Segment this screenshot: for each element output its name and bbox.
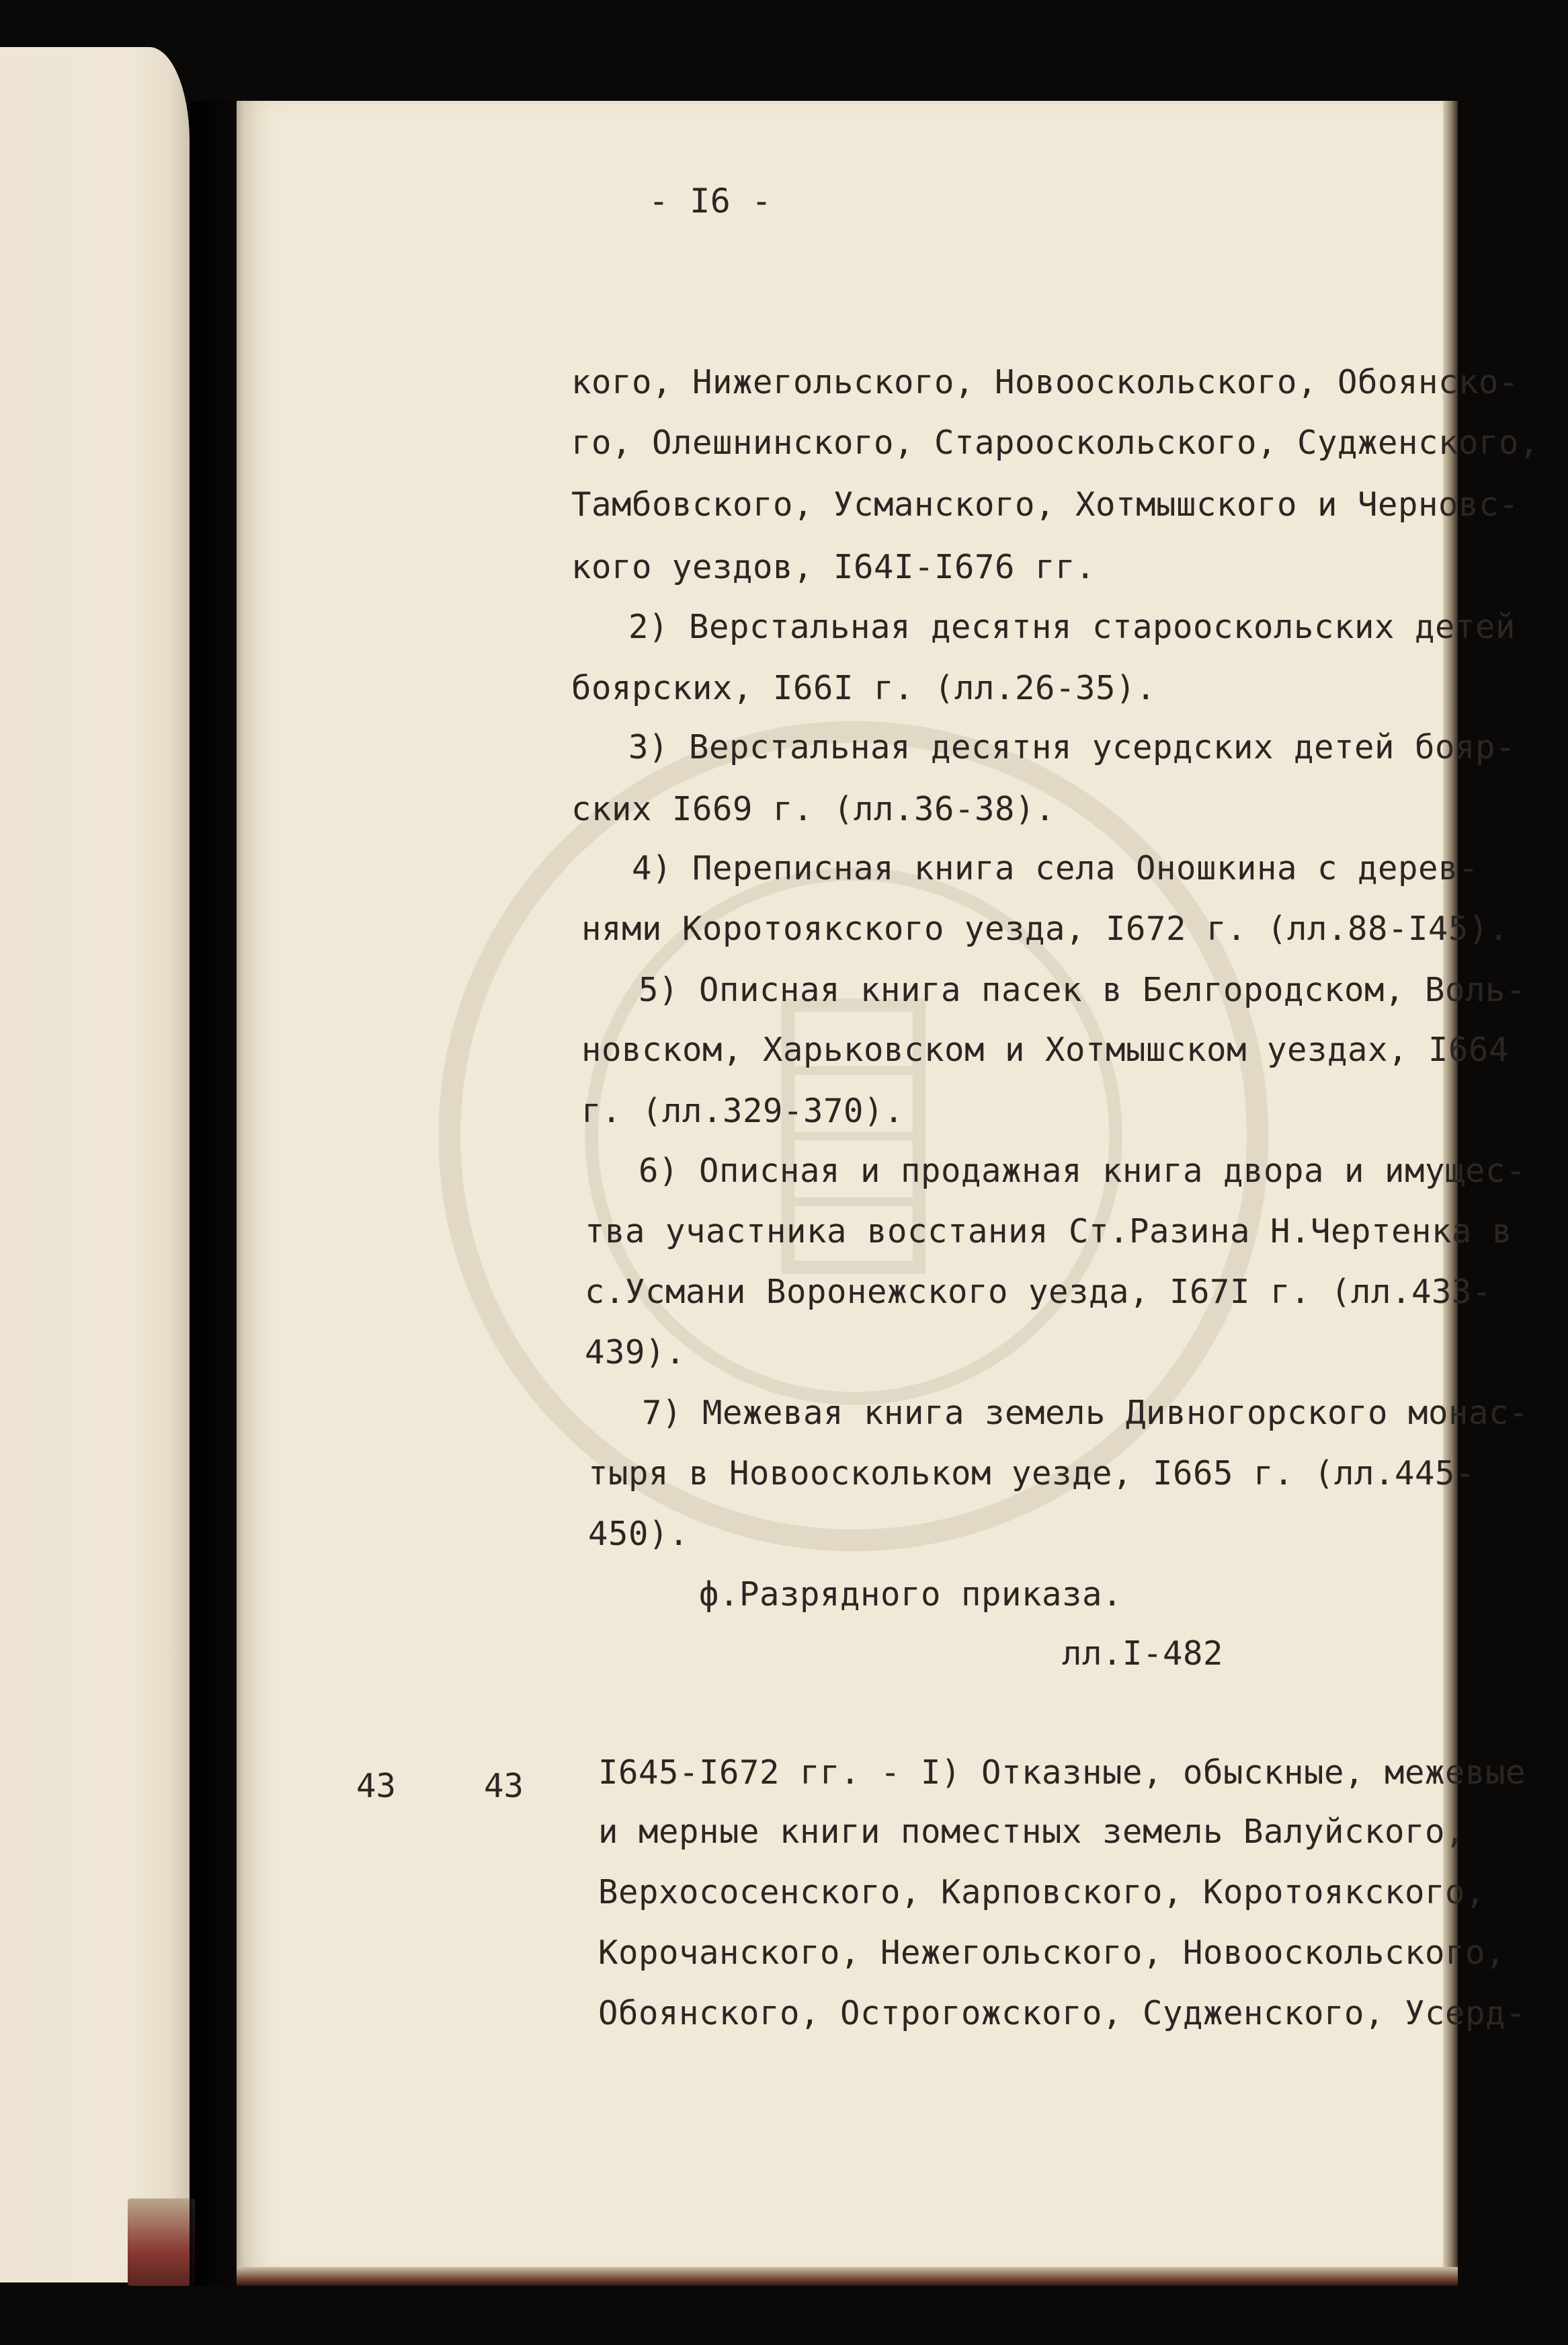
text-line: ских I669 г. (лл.36-38).: [571, 790, 1056, 828]
sheet-range: лл.I-482: [1062, 1634, 1224, 1673]
text-line: 6) Описная и продажная книга двора и имущес-: [638, 1152, 1526, 1190]
text-line: с.Усмани Воронежского уезда, I67I г. (лл.433-: [585, 1273, 1493, 1311]
archive-stamp-watermark: [417, 699, 1290, 1573]
text-line: новском, Харьковском и Хотмышском уездах, I664: [581, 1031, 1510, 1069]
text-line: и мерные книги поместных земель Валуйского,: [598, 1813, 1466, 1851]
fond-reference: ф.Разрядного приказа.: [699, 1575, 1123, 1614]
page-number: - I6 -: [649, 182, 772, 221]
text-line: 2) Верстальная десятня старооскольских детей: [628, 608, 1516, 646]
text-line: Верхососенского, Карповского, Коротоякского,: [598, 1873, 1486, 1911]
page-bottom-edge: [237, 2267, 1458, 2286]
text-line: тыря в Новооскольком уезде, I665 г. (лл.445-: [588, 1454, 1476, 1493]
left-page: [0, 47, 190, 2282]
text-line: 450).: [588, 1515, 690, 1553]
book-cover-edge: [128, 2198, 195, 2286]
text-line: I645-I672 гг. - I) Отказные, обыскные, межевые: [598, 1753, 1526, 1792]
text-line: 5) Описная книга пасек в Белгородском, Воль-: [638, 971, 1526, 1009]
entry-number: 43: [356, 1767, 397, 1805]
text-line: кого, Нижегольского, Новооскольского, Обоянско-: [571, 363, 1520, 401]
text-line: кого уездов, I64I-I676 гг.: [571, 548, 1096, 586]
text-line: нями Коротоякского уезда, I672 г. (лл.88-I45).: [581, 910, 1510, 948]
text-line: Корочанского, Нежегольского, Новооскольского,: [598, 1934, 1506, 1972]
gutter-shadow: [190, 101, 243, 2286]
text-line: 7) Межевая книга земель Дивногорского монас-: [642, 1394, 1530, 1432]
entry-number-old: 43: [484, 1767, 524, 1805]
text-line: 439).: [585, 1333, 686, 1372]
text-line: Тамбовского, Усманского, Хотмышского и Черновс-: [571, 485, 1520, 524]
text-line: г. (лл.329-370).: [581, 1092, 905, 1130]
text-line: тва участника восстания Ст.Разина Н.Чертенка в: [585, 1212, 1513, 1250]
text-line: 3) Верстальная десятня усердских детей бояр-: [628, 728, 1516, 766]
text-line: Обоянского, Острогожского, Судженского, Усерд-: [598, 1994, 1526, 2032]
text-line: го, Олешнинского, Старооскольского, Судженского,: [571, 424, 1540, 462]
text-line: 4) Переписная книга села Оношкина с дерев-: [632, 849, 1479, 887]
text-line: боярских, I66I г. (лл.26-35).: [571, 669, 1157, 707]
